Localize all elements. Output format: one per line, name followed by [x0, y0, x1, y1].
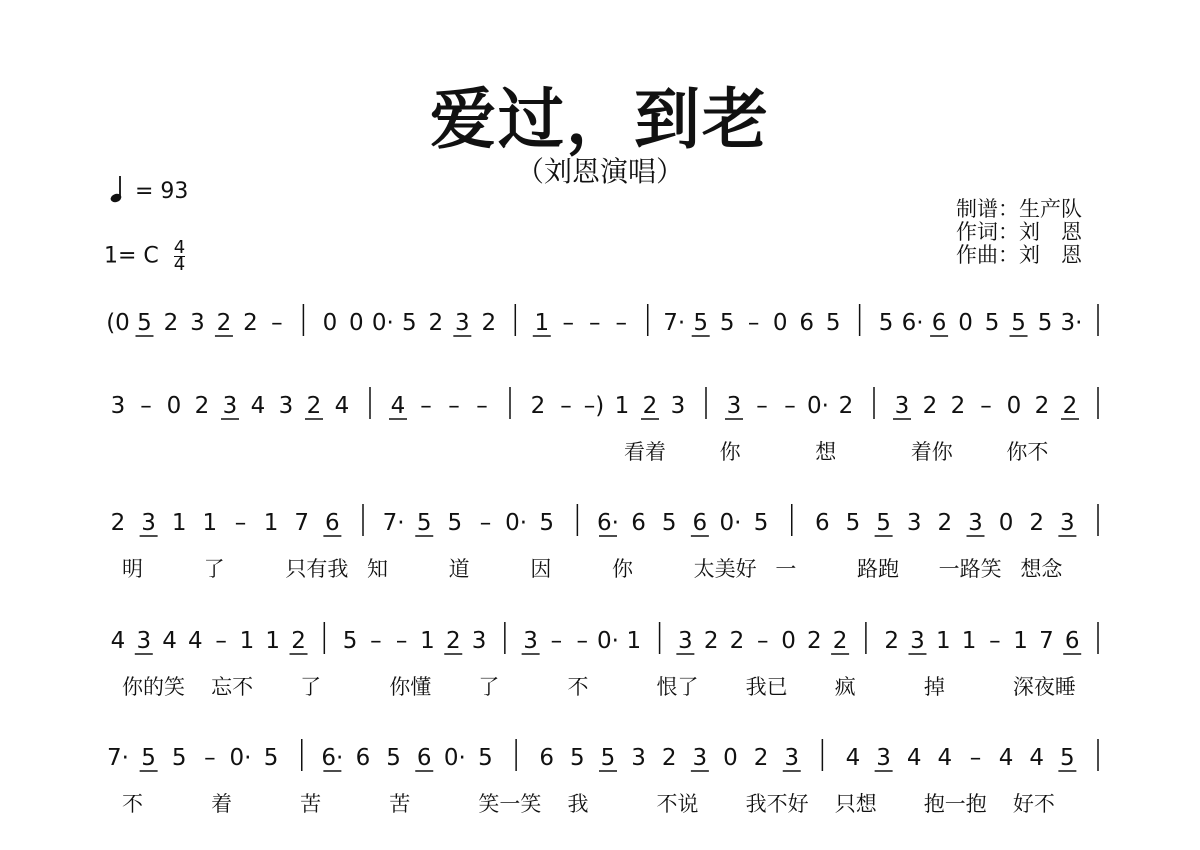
- note: –: [476, 393, 488, 419]
- note: 2: [481, 310, 497, 336]
- note: 2: [163, 310, 179, 336]
- note: 3: [222, 393, 238, 419]
- lyric: 一: [775, 557, 797, 581]
- note: 0·: [719, 510, 742, 536]
- note: 4: [390, 393, 406, 419]
- credit-composer: 作曲：刘 恩: [956, 243, 1082, 267]
- note: 2: [950, 393, 966, 419]
- credit-transcriber: 制谱：生产队: [956, 197, 1082, 221]
- note: 4: [906, 745, 922, 771]
- note: –: [370, 628, 382, 654]
- note: 7: [1039, 628, 1054, 654]
- note: –: [234, 510, 247, 536]
- note: 6: [355, 745, 371, 771]
- note: 5: [478, 745, 493, 771]
- note: 5: [570, 745, 585, 771]
- note: 3: [968, 510, 983, 536]
- lyric: 你懂: [389, 675, 432, 699]
- song-title: 爱过，到老: [430, 81, 770, 158]
- note: 5: [137, 310, 152, 336]
- lyric: 想念: [1020, 557, 1063, 581]
- note: 0: [998, 510, 1014, 536]
- lyric: 想: [815, 440, 837, 464]
- note: 5: [878, 310, 894, 336]
- note: –: [756, 628, 769, 654]
- lyric: 你不: [1006, 440, 1049, 464]
- note: –: [448, 393, 460, 419]
- note: 0: [322, 310, 338, 336]
- note: 3: [906, 510, 922, 536]
- note: –: [784, 393, 796, 419]
- note: 5: [141, 745, 156, 771]
- note: 1: [1013, 628, 1028, 654]
- note: 3: [784, 745, 800, 771]
- lyric: 深夜睡: [1012, 675, 1076, 699]
- note: 6·: [901, 310, 924, 336]
- note: 1: [961, 628, 977, 654]
- note: 5: [386, 745, 401, 771]
- lyric: 苦: [300, 792, 322, 816]
- lyric: 抱一抱: [923, 792, 987, 816]
- note: –: [560, 393, 572, 419]
- note: 5: [402, 310, 417, 336]
- lyric: 因: [530, 557, 552, 581]
- note: 0: [723, 745, 738, 771]
- note: 3: [910, 628, 925, 654]
- credit-lyricist: 作词：刘 恩: [956, 220, 1082, 244]
- note: 2: [530, 393, 546, 419]
- note: 5: [693, 310, 709, 336]
- note: 2: [884, 628, 900, 654]
- note: 0: [781, 628, 796, 654]
- note: 3: [471, 628, 487, 654]
- note: 0·: [807, 393, 829, 419]
- note: –: [395, 628, 408, 654]
- note: 0·: [443, 745, 466, 771]
- note: (0: [106, 310, 130, 336]
- note: 5: [825, 310, 841, 336]
- note: 3: [678, 628, 693, 654]
- lyric: 了: [478, 675, 500, 699]
- lyric: 忘不: [211, 675, 254, 699]
- note: 2: [110, 510, 126, 536]
- note: 0: [958, 310, 973, 336]
- song-subtitle: （刘恩演唱）: [515, 155, 684, 188]
- lyric: 你: [719, 440, 741, 464]
- note: 4: [845, 745, 861, 771]
- note: 3: [894, 393, 910, 419]
- lyric: 只想: [834, 792, 877, 816]
- note: 3: [136, 628, 152, 654]
- lyric: 笑一笑: [478, 792, 542, 816]
- note: 3: [726, 393, 742, 419]
- lyric: 明: [122, 557, 143, 581]
- lyric: 疯: [834, 675, 856, 699]
- note: 5: [342, 628, 358, 654]
- note: 1: [534, 310, 550, 336]
- note: –: [589, 310, 601, 336]
- note: 5: [1011, 310, 1026, 336]
- note: 3: [523, 628, 538, 654]
- note: 5: [719, 310, 735, 336]
- note: 5: [984, 310, 1000, 336]
- note: 1: [614, 393, 630, 419]
- note: 2: [428, 310, 444, 336]
- note: 3: [631, 745, 646, 771]
- note: 5: [447, 510, 463, 536]
- lyric: 不说: [656, 792, 699, 816]
- note: 2: [729, 628, 745, 654]
- lyric: 不: [567, 675, 589, 699]
- key-label: 1= C: [104, 243, 159, 269]
- note: 3: [670, 393, 686, 419]
- note: 7: [294, 510, 310, 536]
- note: 2: [703, 628, 719, 654]
- note: 0: [1006, 393, 1022, 419]
- note: –: [215, 628, 227, 654]
- lyric: 不: [122, 792, 143, 816]
- note: 5: [753, 510, 769, 536]
- note: 1: [171, 510, 187, 536]
- note: 4: [334, 393, 350, 419]
- note: 5: [171, 745, 187, 771]
- note: 3·: [1060, 310, 1083, 336]
- lyric: 好不: [1012, 792, 1055, 816]
- note: –: [980, 393, 992, 419]
- lyric: 道: [448, 557, 470, 581]
- lyric: 知: [367, 557, 388, 581]
- time-signature-top: 4: [173, 237, 186, 258]
- note: –: [756, 393, 768, 419]
- note: 5: [876, 510, 891, 536]
- lyric: 你的笑: [122, 675, 185, 699]
- note: 1: [265, 628, 281, 654]
- note: 4: [162, 628, 177, 654]
- note: 2: [922, 393, 938, 419]
- note: 3: [190, 310, 205, 336]
- note: 2: [937, 510, 953, 536]
- note: 6·: [597, 510, 619, 536]
- note: 3: [692, 745, 708, 771]
- note: 2: [445, 628, 461, 654]
- note: 0: [349, 310, 364, 336]
- note: 1: [626, 628, 642, 654]
- note: 6: [325, 510, 340, 536]
- note: 7·: [107, 745, 129, 771]
- note: 4: [1029, 745, 1045, 771]
- note: 5: [539, 510, 555, 536]
- note: 2: [832, 628, 848, 654]
- note: 5: [600, 745, 616, 771]
- lyric: 一路笑: [938, 557, 1002, 581]
- note: 3: [141, 510, 156, 536]
- lyric: 我: [567, 792, 589, 816]
- lyric: 路跑: [857, 557, 899, 581]
- note: 1: [935, 628, 951, 654]
- note: –: [747, 310, 760, 336]
- lyric: 了: [203, 557, 225, 581]
- lyric: 掉: [923, 675, 945, 699]
- note: 4: [998, 745, 1014, 771]
- note: 6: [416, 745, 432, 771]
- note: 1: [202, 510, 218, 536]
- lyric: 苦: [389, 792, 411, 816]
- note: 3: [455, 310, 470, 336]
- note: 6: [631, 510, 646, 536]
- tempo-value: = 93: [135, 179, 189, 204]
- note: 3: [278, 393, 294, 419]
- lyric: 太美好: [693, 557, 757, 581]
- note: 2: [1029, 510, 1045, 536]
- note: 3: [876, 745, 891, 771]
- note: 0·: [505, 510, 528, 536]
- note: 6: [815, 510, 830, 536]
- note: 2: [642, 393, 658, 419]
- note: 2: [661, 745, 677, 771]
- note: 6: [539, 745, 555, 771]
- lyric: 着你: [910, 440, 953, 464]
- note: 5: [263, 745, 279, 771]
- note: 2: [194, 393, 210, 419]
- lyric: 看着: [624, 440, 666, 464]
- note: 1: [420, 628, 435, 654]
- note: –: [550, 628, 563, 654]
- note: –: [562, 310, 575, 336]
- note: –: [479, 510, 492, 536]
- note: 6: [1064, 628, 1080, 654]
- note: 0·: [229, 745, 252, 771]
- note: –: [204, 745, 216, 771]
- note: 0·: [371, 310, 394, 336]
- note: –: [989, 628, 1001, 654]
- note: –: [576, 628, 588, 654]
- note: 5: [661, 510, 677, 536]
- note: 6·: [321, 745, 344, 771]
- lyric: 只有我: [285, 557, 349, 581]
- note: 6: [799, 310, 814, 336]
- note: 2: [216, 310, 232, 336]
- note: 5: [1037, 310, 1053, 336]
- note: 5: [1060, 745, 1075, 771]
- note: 4: [188, 628, 203, 654]
- note: 7·: [382, 510, 405, 536]
- note: 4: [937, 745, 953, 771]
- note: 2: [753, 745, 769, 771]
- note: 5: [416, 510, 432, 536]
- note: 3: [1060, 510, 1075, 536]
- time-signature-bottom: 4: [173, 254, 186, 275]
- note: –: [969, 745, 982, 771]
- note: 4: [110, 628, 126, 654]
- note: 0: [166, 393, 182, 419]
- note: 2: [838, 393, 854, 419]
- note: 2: [1034, 393, 1050, 419]
- note: 2: [806, 628, 822, 654]
- note: –: [615, 310, 627, 336]
- note: 2: [243, 310, 258, 336]
- note: 5: [845, 510, 861, 536]
- note: 1: [239, 628, 255, 654]
- note: –: [271, 310, 283, 336]
- note: –: [140, 393, 152, 419]
- note: 6: [931, 310, 947, 336]
- lyric: 我已: [745, 675, 788, 699]
- note: –: [420, 393, 432, 419]
- note: 2: [306, 393, 322, 419]
- note: 2: [1062, 393, 1078, 419]
- lyric: 了: [300, 675, 322, 699]
- note: 0: [772, 310, 788, 336]
- note: –): [583, 393, 605, 419]
- lyric: 你: [612, 557, 633, 581]
- lyric: 恨了: [656, 675, 699, 699]
- lyric: 我不好: [745, 792, 809, 816]
- lyric: 着: [211, 792, 233, 816]
- note: 3: [110, 393, 126, 419]
- note: 7·: [663, 310, 686, 336]
- note: 4: [250, 393, 266, 419]
- note: 1: [263, 510, 279, 536]
- note: 0·: [597, 628, 619, 654]
- note: 6: [692, 510, 708, 536]
- note: 2: [291, 628, 306, 654]
